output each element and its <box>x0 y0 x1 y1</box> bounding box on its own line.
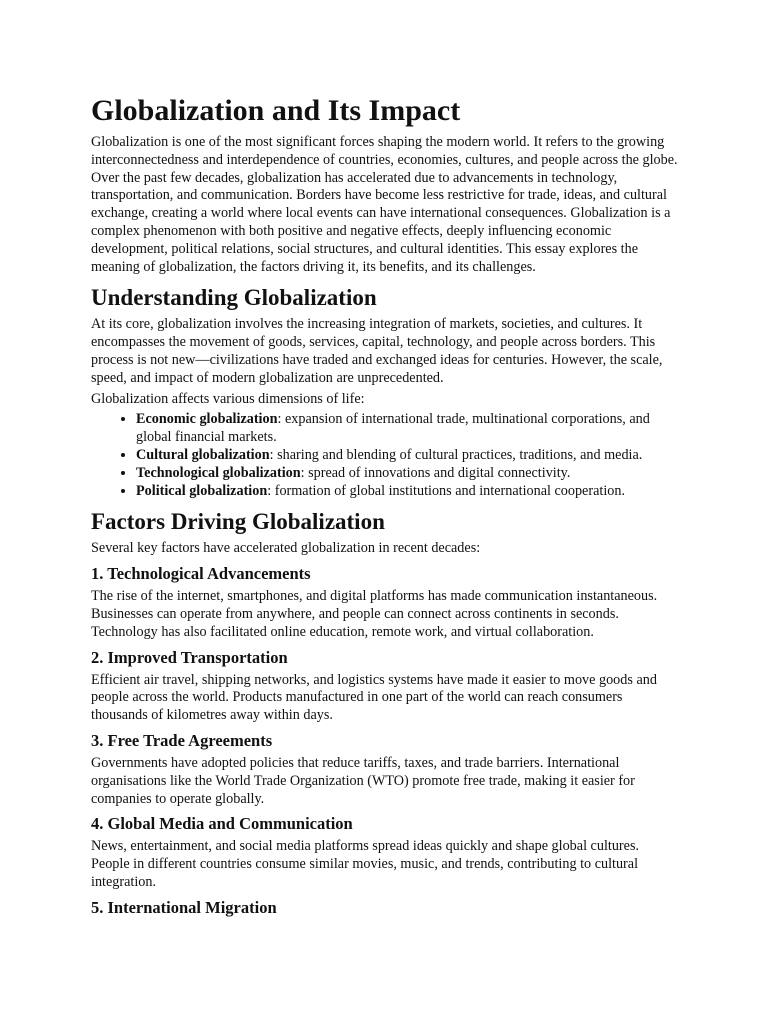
list-item-desc: : formation of global institutions and international cooperation. <box>267 482 625 499</box>
document-title: Globalization and Its Impact <box>91 94 461 127</box>
section-heading-factors: Factors Driving Globalization <box>91 509 385 535</box>
list-item <box>136 411 678 447</box>
list-item <box>136 465 678 483</box>
intro-paragraph: Globalization is one of the most significant forces shaping the modern world. It refers to the growing interconnectedness and interdependence of countries, economies, cultures, and people across the globe. Over the past few decades, globalization has accelerated due to advancements in technology, transportation, and communication. Borders have become less restrictive for trade, ideas, and cultural exchange, creating a world where local events can have international consequences. Globalization is a complex phenomenon with both positive and negative effects, deeply influencing economic development, political relations, social structures, and cultural identities. This essay explores the meaning of globalization, the factors driving it, its benefits, and its challenges. <box>91 134 678 275</box>
section-heading-understanding: Understanding Globalization <box>91 285 377 311</box>
list-item-term: Political globalization <box>136 482 268 499</box>
understanding-list-intro: Globalization affects various dimensions of life: <box>91 390 365 407</box>
paragraph-technological: The rise of the internet, smartphones, and digital platforms has made communication instantaneous. Businesses can operate from anywhere, and people can connect across continents in seconds. Technology has also facilitated online education, remote work, and virtual collaboration. <box>91 588 658 640</box>
subheading-transportation: 2. Improved Transportation <box>91 647 288 667</box>
list-item-term: Economic globalization <box>136 411 278 428</box>
list-item-term: Cultural globalization <box>136 446 270 463</box>
list-item-desc: : expansion of international trade, multinational corporations, and global financial markets. <box>136 411 650 446</box>
list-item <box>136 447 678 465</box>
paragraph-media: News, entertainment, and social media platforms spread ideas quickly and shape global cultures. People in different countries consume similar movies, music, and trends, contributing to cultural integration. <box>91 838 640 890</box>
list-item <box>136 483 678 501</box>
factors-intro: Several key factors have accelerated globalization in recent decades: <box>91 540 481 557</box>
subheading-migration: 5. International Migration <box>91 897 277 917</box>
subheading-media: 4. Global Media and Communication <box>91 814 353 834</box>
paragraph-transportation: Efficient air travel, shipping networks, and logistics systems have made it easier to move goods and people across the world. Products manufactured in one part of the world can reach consumers thousands of kilometres away within days. <box>91 671 657 724</box>
list-item-desc: : sharing and blending of cultural practices, traditions, and media. <box>269 446 643 463</box>
understanding-paragraph: At its core, globalization involves the increasing integration of markets, societies, and cultures. It encompasses the movement of goods, services, capital, technology, and people across borders. This process is not new—civilizations have traded and exchanged ideas for centuries. However, the scale, speed, and impact of modern globalization are unprecedented. <box>91 316 663 386</box>
subheading-free-trade: 3. Free Trade Agreements <box>91 730 273 750</box>
list-item-term: Technological globalization <box>136 464 301 481</box>
subheading-technological: 1. Technological Advancements <box>91 564 311 584</box>
list-item-desc: : spread of innovations and digital connectivity. <box>300 464 571 481</box>
dimensions-list <box>91 411 678 500</box>
paragraph-free-trade: Governments have adopted policies that reduce tariffs, taxes, and trade barriers. International organisations like the World Trade Organization (WTO) promote free trade, making it easier for companies to operate globally. <box>91 754 635 807</box>
